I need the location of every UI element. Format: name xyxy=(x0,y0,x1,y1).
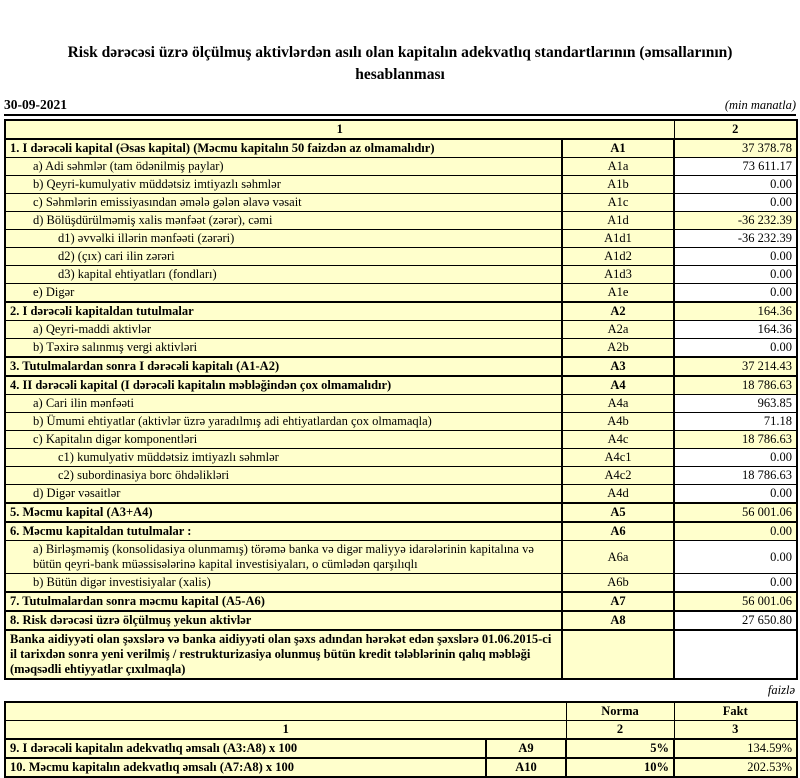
row-code: A1d1 xyxy=(562,230,674,248)
row-label: c) Kapitalın digər komponentləri xyxy=(5,431,562,449)
row-label: 3. Tutulmalardan sonra I dərəcəli kapitalı (A1-A2) xyxy=(5,357,562,376)
row-value: 0.00 xyxy=(674,248,797,266)
row-label: d1) əvvəlki illərin mənfəəti (zərəri) xyxy=(5,230,562,248)
row-label: 8. Risk dərəcəsi üzrə ölçülmuş yekun aktivlər xyxy=(5,611,562,630)
capital-table-row xyxy=(5,485,797,504)
row-code: A6a xyxy=(562,541,674,574)
column-header-1: 1 xyxy=(5,120,674,139)
row-code: A4c1 xyxy=(562,449,674,467)
report-title-line2: hesablanması xyxy=(355,66,445,83)
row-code: A6b xyxy=(562,574,674,593)
capital-table-row xyxy=(5,158,797,176)
ratio-column-2: 2 xyxy=(566,721,674,740)
capital-table-row xyxy=(5,357,797,376)
row-code: A1a xyxy=(562,158,674,176)
row-label: 7. Tutulmalardan sonra məcmu kapital (A5-A6) xyxy=(5,592,562,611)
row-label: d) Digər vəsaitlər xyxy=(5,485,562,504)
capital-table-row xyxy=(5,212,797,230)
row-code xyxy=(562,630,674,679)
capital-table-row xyxy=(5,522,797,541)
row-code: A1 xyxy=(562,139,674,158)
row-fakt-value: 202.53% xyxy=(674,758,797,777)
column-header-2: 2 xyxy=(674,120,797,139)
capital-table-row xyxy=(5,611,797,630)
row-label: c1) kumulyativ müddətsiz imtiyazlı səhmlər xyxy=(5,449,562,467)
ratio-header-empty xyxy=(5,702,566,721)
row-norma-value: 10% xyxy=(566,758,674,777)
row-label: b) Təxirə salınmış vergi aktivləri xyxy=(5,339,562,358)
capital-table-row xyxy=(5,139,797,158)
capital-table-row xyxy=(5,503,797,522)
row-value: 37 214.43 xyxy=(674,357,797,376)
row-value: 0.00 xyxy=(674,522,797,541)
capital-table-row xyxy=(5,574,797,593)
row-label: b) Ümumi ehtiyatlar (aktivlər üzrə yaradılmış adi ehtiyatlardan çox olmamaqla) xyxy=(5,413,562,431)
row-code: A5 xyxy=(562,503,674,522)
row-code: A10 xyxy=(486,758,566,777)
row-code: A9 xyxy=(486,739,566,758)
row-code: A1d2 xyxy=(562,248,674,266)
ratio-table-row xyxy=(5,758,797,777)
capital-table-row xyxy=(5,376,797,395)
row-code: A7 xyxy=(562,592,674,611)
capital-table-row xyxy=(5,467,797,485)
row-value: 73 611.17 xyxy=(674,158,797,176)
row-code: A4c2 xyxy=(562,467,674,485)
capital-table-row xyxy=(5,339,797,358)
row-code: A1b xyxy=(562,176,674,194)
row-label: Banka aidiyyəti olan şəxslərə və banka aidiyyəti olan şəxs adından hərəkət edən şəxslərə 01.06.2015-ci il tarixdən sonra yeni verilmiş / restrukturizasiya olunmuş bütün kredit tələblərinin qalıq məbləği (məqsədli ehtiyyatlar çıxılmaqla) xyxy=(5,630,562,679)
report-page xyxy=(0,42,800,778)
row-label: d3) kapital ehtiyatları (fondları) xyxy=(5,266,562,284)
row-value xyxy=(674,630,797,679)
report-date: 30-09-2021 xyxy=(4,97,67,112)
row-code: A2 xyxy=(562,302,674,321)
row-code: A4b xyxy=(562,413,674,431)
row-code: A4d xyxy=(562,485,674,504)
ratio-column-1: 1 xyxy=(5,721,566,740)
row-value: 56 001.06 xyxy=(674,592,797,611)
row-code: A2a xyxy=(562,321,674,339)
capital-table-row xyxy=(5,431,797,449)
ratio-column-3: 3 xyxy=(674,721,797,740)
row-label: e) Digər xyxy=(5,284,562,303)
capital-table xyxy=(4,119,798,680)
row-value: 164.36 xyxy=(674,321,797,339)
row-label: a) Adi səhmlər (tam ödənilmiş paylar) xyxy=(5,158,562,176)
capital-table-row xyxy=(5,248,797,266)
unit-note: (min manatla) xyxy=(724,98,796,112)
ratio-table-header-row xyxy=(5,702,797,721)
capital-table-row xyxy=(5,176,797,194)
row-value: 0.00 xyxy=(674,485,797,504)
row-value: 56 001.06 xyxy=(674,503,797,522)
row-code: A1d3 xyxy=(562,266,674,284)
row-value: 0.00 xyxy=(674,339,797,358)
capital-table-row xyxy=(5,413,797,431)
row-value: 164.36 xyxy=(674,302,797,321)
row-value: 0.00 xyxy=(674,541,797,574)
row-value: 71.18 xyxy=(674,413,797,431)
row-value: 37 378.78 xyxy=(674,139,797,158)
norma-header: Norma xyxy=(566,702,674,721)
ratio-table xyxy=(4,701,798,778)
row-code: A4 xyxy=(562,376,674,395)
row-label: c) Səhmlərin emissiyasından əmələ gələn əlavə vəsait xyxy=(5,194,562,212)
date-row xyxy=(4,97,796,116)
row-label: 5. Məcmu kapital (A3+A4) xyxy=(5,503,562,522)
row-value: -36 232.39 xyxy=(674,230,797,248)
row-value: -36 232.39 xyxy=(674,212,797,230)
row-value: 18 786.63 xyxy=(674,376,797,395)
capital-table-header-row xyxy=(5,120,797,139)
row-value: 0.00 xyxy=(674,176,797,194)
row-code: A2b xyxy=(562,339,674,358)
row-value: 0.00 xyxy=(674,574,797,593)
row-value: 0.00 xyxy=(674,194,797,212)
row-label: 4. II dərəcəli kapital (I dərəcəli kapitalın məbləğindən çox olmamalıdır) xyxy=(5,376,562,395)
capital-table-row xyxy=(5,230,797,248)
row-code: A1e xyxy=(562,284,674,303)
row-code: A6 xyxy=(562,522,674,541)
ratio-table-number-row xyxy=(5,721,797,740)
row-label: b) Bütün digər investisiyalar (xalis) xyxy=(5,574,562,593)
row-code: A4a xyxy=(562,395,674,413)
percent-unit-note: faizlə xyxy=(767,683,795,697)
report-title xyxy=(4,42,796,86)
ratio-table-row xyxy=(5,739,797,758)
row-value: 27 650.80 xyxy=(674,611,797,630)
row-label: d) Bölüşdürülməmiş xalis mənfəət (zərər), cəmi xyxy=(5,212,562,230)
row-value: 18 786.63 xyxy=(674,431,797,449)
capital-table-row xyxy=(5,395,797,413)
report-title-line1: Risk dərəcəsi üzrə ölçülmuş aktivlərdən asılı olan kapitalın adekvatlıq standartlarının (əmsallarının) xyxy=(67,44,733,61)
row-code: A4c xyxy=(562,431,674,449)
row-fakt-value: 134.59% xyxy=(674,739,797,758)
capital-table-row xyxy=(5,449,797,467)
row-value: 0.00 xyxy=(674,284,797,303)
capital-table-row xyxy=(5,302,797,321)
capital-table-row xyxy=(5,541,797,574)
row-value: 963.85 xyxy=(674,395,797,413)
capital-table-row xyxy=(5,284,797,303)
row-label: a) Birləşməmiş (konsolidasiya olunmamış) törəmə banka və digər maliyyə idarələrinin kapitalına və bütün qeyri-bank müəssisələrinə kapital investisiyaları, o cümlədən qarşılıqlı xyxy=(5,541,562,574)
row-code: A8 xyxy=(562,611,674,630)
row-label: a) Cari ilin mənfəəti xyxy=(5,395,562,413)
row-value: 0.00 xyxy=(674,266,797,284)
row-label: c2) subordinasiya borc öhdəlikləri xyxy=(5,467,562,485)
capital-table-row xyxy=(5,321,797,339)
row-value: 18 786.63 xyxy=(674,467,797,485)
row-norma-value: 5% xyxy=(566,739,674,758)
capital-table-row xyxy=(5,630,797,679)
row-code: A1c xyxy=(562,194,674,212)
row-code: A1d xyxy=(562,212,674,230)
fakt-header: Fakt xyxy=(674,702,797,721)
capital-table-row xyxy=(5,592,797,611)
capital-table-row xyxy=(5,194,797,212)
row-label: 10. Məcmu kapitalın adekvatlıq əmsalı (A7:A8) x 100 xyxy=(5,758,486,777)
capital-table-row xyxy=(5,266,797,284)
row-label: a) Qeyri-maddi aktivlər xyxy=(5,321,562,339)
row-label: b) Qeyri-kumulyativ müddətsiz imtiyazlı səhmlər xyxy=(5,176,562,194)
row-label: 1. I dərəcəli kapital (Əsas kapital) (Məcmu kapitalın 50 faizdən az olmamalıdır) xyxy=(5,139,562,158)
row-value: 0.00 xyxy=(674,449,797,467)
row-code: A3 xyxy=(562,357,674,376)
row-label: 2. I dərəcəli kapitaldan tutulmalar xyxy=(5,302,562,321)
row-label: d2) (çıx) cari ilin zərəri xyxy=(5,248,562,266)
row-label: 6. Məcmu kapitaldan tutulmalar : xyxy=(5,522,562,541)
row-label: 9. I dərəcəli kapitalın adekvatlıq əmsalı (A3:A8) x 100 xyxy=(5,739,486,758)
